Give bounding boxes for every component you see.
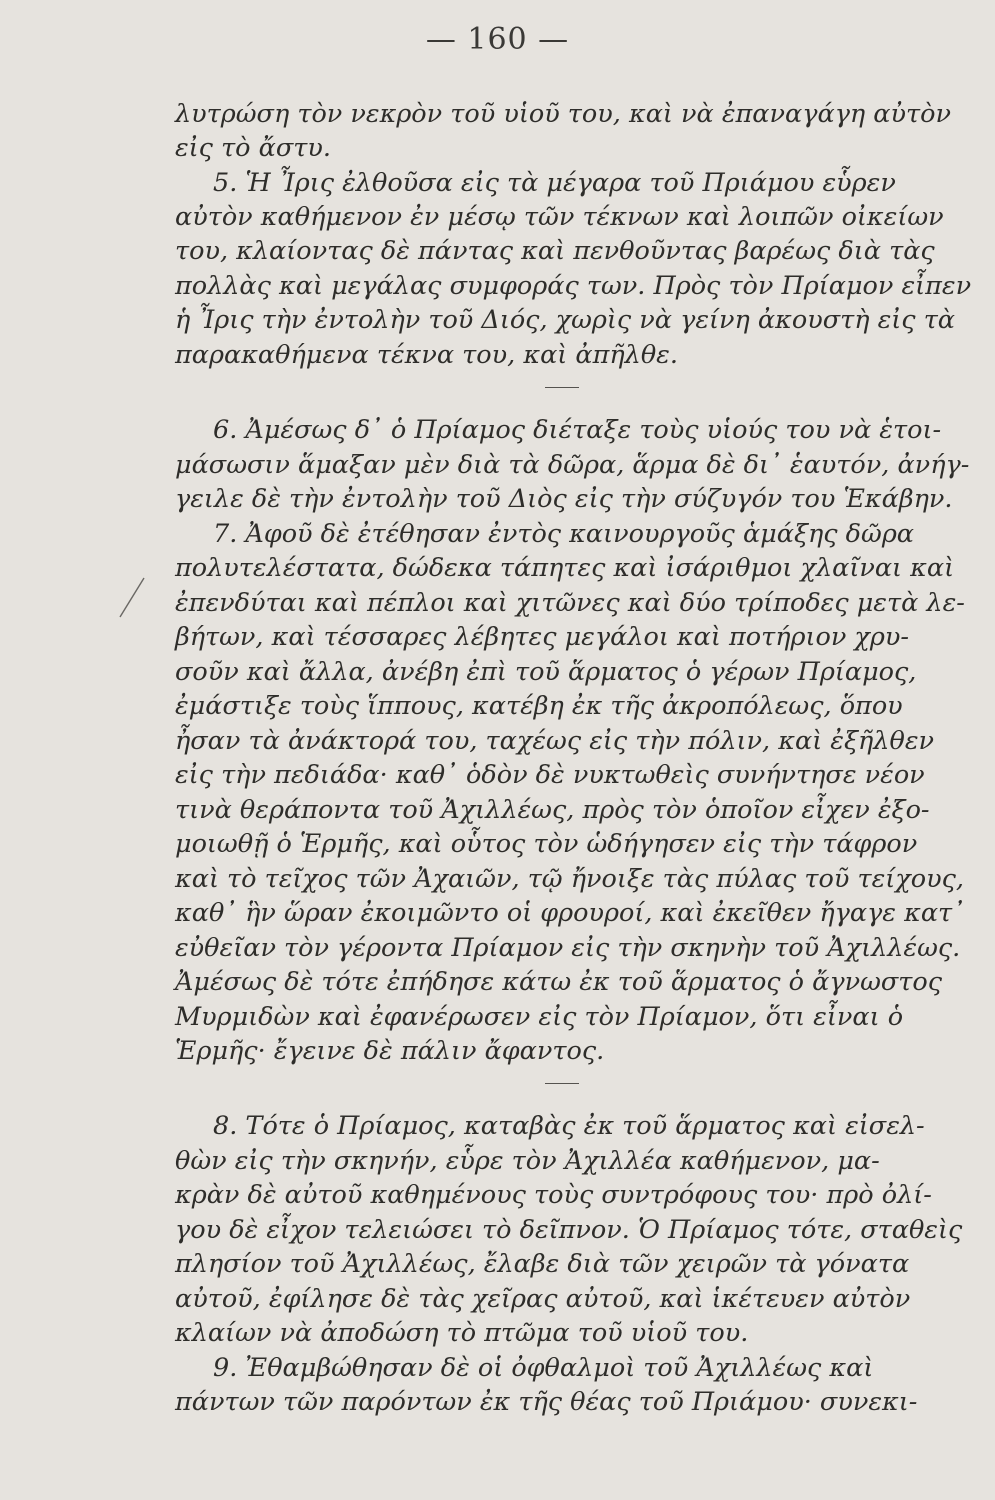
text-line: 9. Ἐθαμβώθησαν δὲ οἱ ὀφθαλμοὶ τοῦ Ἀχιλλέως καὶ bbox=[213, 1353, 874, 1383]
text-line: Ἑρμῆς· ἔγεινε δὲ πάλιν ἄφαντος. bbox=[175, 1036, 605, 1066]
text-line: Μυρμιδὼν καὶ ἐφανέρωσεν εἰς τὸν Πρίαμον, ὅτι εἶναι ὁ bbox=[175, 1002, 904, 1032]
text-line: ἐμάστιξε τοὺς ἵππους, κατέβη ἐκ τῆς ἀκροπόλεως, ὅπου bbox=[175, 691, 903, 721]
text-line: πλησίον τοῦ Ἀχιλλέως, ἔλαβε διὰ τῶν χειρῶν τὰ γόνατα bbox=[175, 1249, 910, 1279]
text-line: πάντων τῶν παρόντων ἐκ τῆς θέας τοῦ Πριάμου· συνεκι- bbox=[175, 1387, 918, 1417]
text-line: ἐπενδύται καὶ πέπλοι καὶ χιτῶνες καὶ δύο τρίποδες μετὰ λε- bbox=[175, 588, 965, 618]
text-line: του, κλαίοντας δὲ πάντας καὶ πενθοῦντας βαρέως διὰ τὰς bbox=[175, 236, 935, 266]
text-line: 5. Ἡ Ἶρις ἐλθοῦσα εἰς τὰ μέγαρα τοῦ Πριάμου εὗρεν bbox=[213, 168, 896, 198]
text-line: λυτρώση τὸν νεκρὸν τοῦ υἱοῦ του, καὶ νὰ ἐπαναγάγη αὐτὸν bbox=[175, 99, 951, 129]
text-line: αὐτοῦ, ἐφίλησε δὲ τὰς χεῖρας αὐτοῦ, καὶ ἱκέτευεν αὐτὸν bbox=[175, 1284, 911, 1314]
text-line: ἡ Ἶρις τὴν ἐντολὴν τοῦ Διός, χωρὶς νὰ γείνη ἀκουστὴ εἰς τὰ bbox=[175, 305, 956, 335]
section-separator bbox=[545, 1083, 579, 1084]
text-line: μάσωσιν ἅμαξαν μὲν διὰ τὰ δῶρα, ἅρμα δὲ δι᾽ ἑαυτόν, ἀνήγ- bbox=[175, 450, 970, 480]
text-line: 7. Ἀφοῦ δὲ ἐτέθησαν ἐντὸς καινουργοῦς ἁμάξης δῶρα bbox=[213, 519, 915, 549]
text-line: μοιωθῇ ὁ Ἑρμῆς, καὶ οὗτος τὸν ὡδήγησεν εἰς τὴν τάφρον bbox=[175, 829, 918, 859]
text-line: θὼν εἰς τὴν σκηνήν, εὗρε τὸν Ἀχιλλέα καθήμενον, μα- bbox=[175, 1146, 880, 1176]
text-line: αὐτὸν καθήμενον ἐν μέσῳ τῶν τέκνων καὶ λοιπῶν οἰκείων bbox=[175, 202, 944, 232]
text-line: καθ᾽ ἣν ὥραν ἐκοιμῶντο οἱ φρουροί, καὶ ἐκεῖθεν ἤγαγε κατ᾽ bbox=[175, 898, 965, 928]
text-line: Ἀμέσως δὲ τότε ἐπήδησε κάτω ἐκ τοῦ ἅρματος ὁ ἄγνωστος bbox=[175, 967, 943, 997]
text-line: βήτων, καὶ τέσσαρες λέβητες μεγάλοι καὶ ποτήριον χρυ- bbox=[175, 622, 909, 652]
text-line: γειλε δὲ τὴν ἐντολὴν τοῦ Διὸς εἰς τὴν σύζυγόν του Ἑκάβην. bbox=[175, 484, 953, 514]
pencil-mark-icon bbox=[112, 575, 152, 620]
text-line: κρὰν δὲ αὐτοῦ καθημένους τοὺς συντρόφους του· πρὸ ὀλί- bbox=[175, 1180, 932, 1210]
text-line: πολλὰς καὶ μεγάλας συμφοράς των. Πρὸς τὸν Πρίαμον εἶπεν bbox=[175, 271, 972, 301]
text-line: εὐθεῖαν τὸν γέροντα Πρίαμον εἰς τὴν σκηνὴν τοῦ Ἀχιλλέως. bbox=[175, 933, 961, 963]
text-line: πολυτελέστατα, δώδεκα τάπητες καὶ ἰσάριθμοι χλαῖναι καὶ bbox=[175, 553, 955, 583]
text-line: γου δὲ εἶχον τελειώσει τὸ δεῖπνον. Ὁ Πρίαμος τότε, σταθεὶς bbox=[175, 1215, 963, 1245]
text-line: καὶ τὸ τεῖχος τῶν Ἀχαιῶν, τῷ ἤνοιξε τὰς πύλας τοῦ τείχους, bbox=[175, 864, 964, 894]
text-line: παρακαθήμενα τέκνα του, καὶ ἀπῆλθε. bbox=[175, 340, 678, 370]
section-separator bbox=[545, 387, 579, 388]
text-line: 6. Ἀμέσως δ᾽ ὁ Πρίαμος διέταξε τοὺς υἱούς του νὰ ἑτοι- bbox=[213, 415, 942, 445]
text-line: ἦσαν τὰ ἀνάκτορά του, ταχέως εἰς τὴν πόλιν, καὶ ἐξῆλθεν bbox=[175, 726, 934, 756]
text-line: 8. Τότε ὁ Πρίαμος, καταβὰς ἐκ τοῦ ἅρματος καὶ εἰσελ- bbox=[213, 1111, 925, 1141]
text-line: σοῦν καὶ ἄλλα, ἀνέβη ἐπὶ τοῦ ἅρματος ὁ γέρων Πρίαμος, bbox=[175, 657, 917, 687]
page-number: — 160 — bbox=[425, 22, 570, 57]
text-line: εἰς τὸ ἄστυ. bbox=[175, 133, 331, 163]
text-line: εἰς τὴν πεδιάδα· καθ᾽ ὁδὸν δὲ νυκτωθεὶς συνήντησε νέον bbox=[175, 760, 925, 790]
text-line: τινὰ θεράποντα τοῦ Ἀχιλλέως, πρὸς τὸν ὁποῖον εἶχεν ἐξο- bbox=[175, 795, 930, 825]
text-line: κλαίων νὰ ἀποδώση τὸ πτῶμα τοῦ υἱοῦ του. bbox=[175, 1318, 749, 1348]
